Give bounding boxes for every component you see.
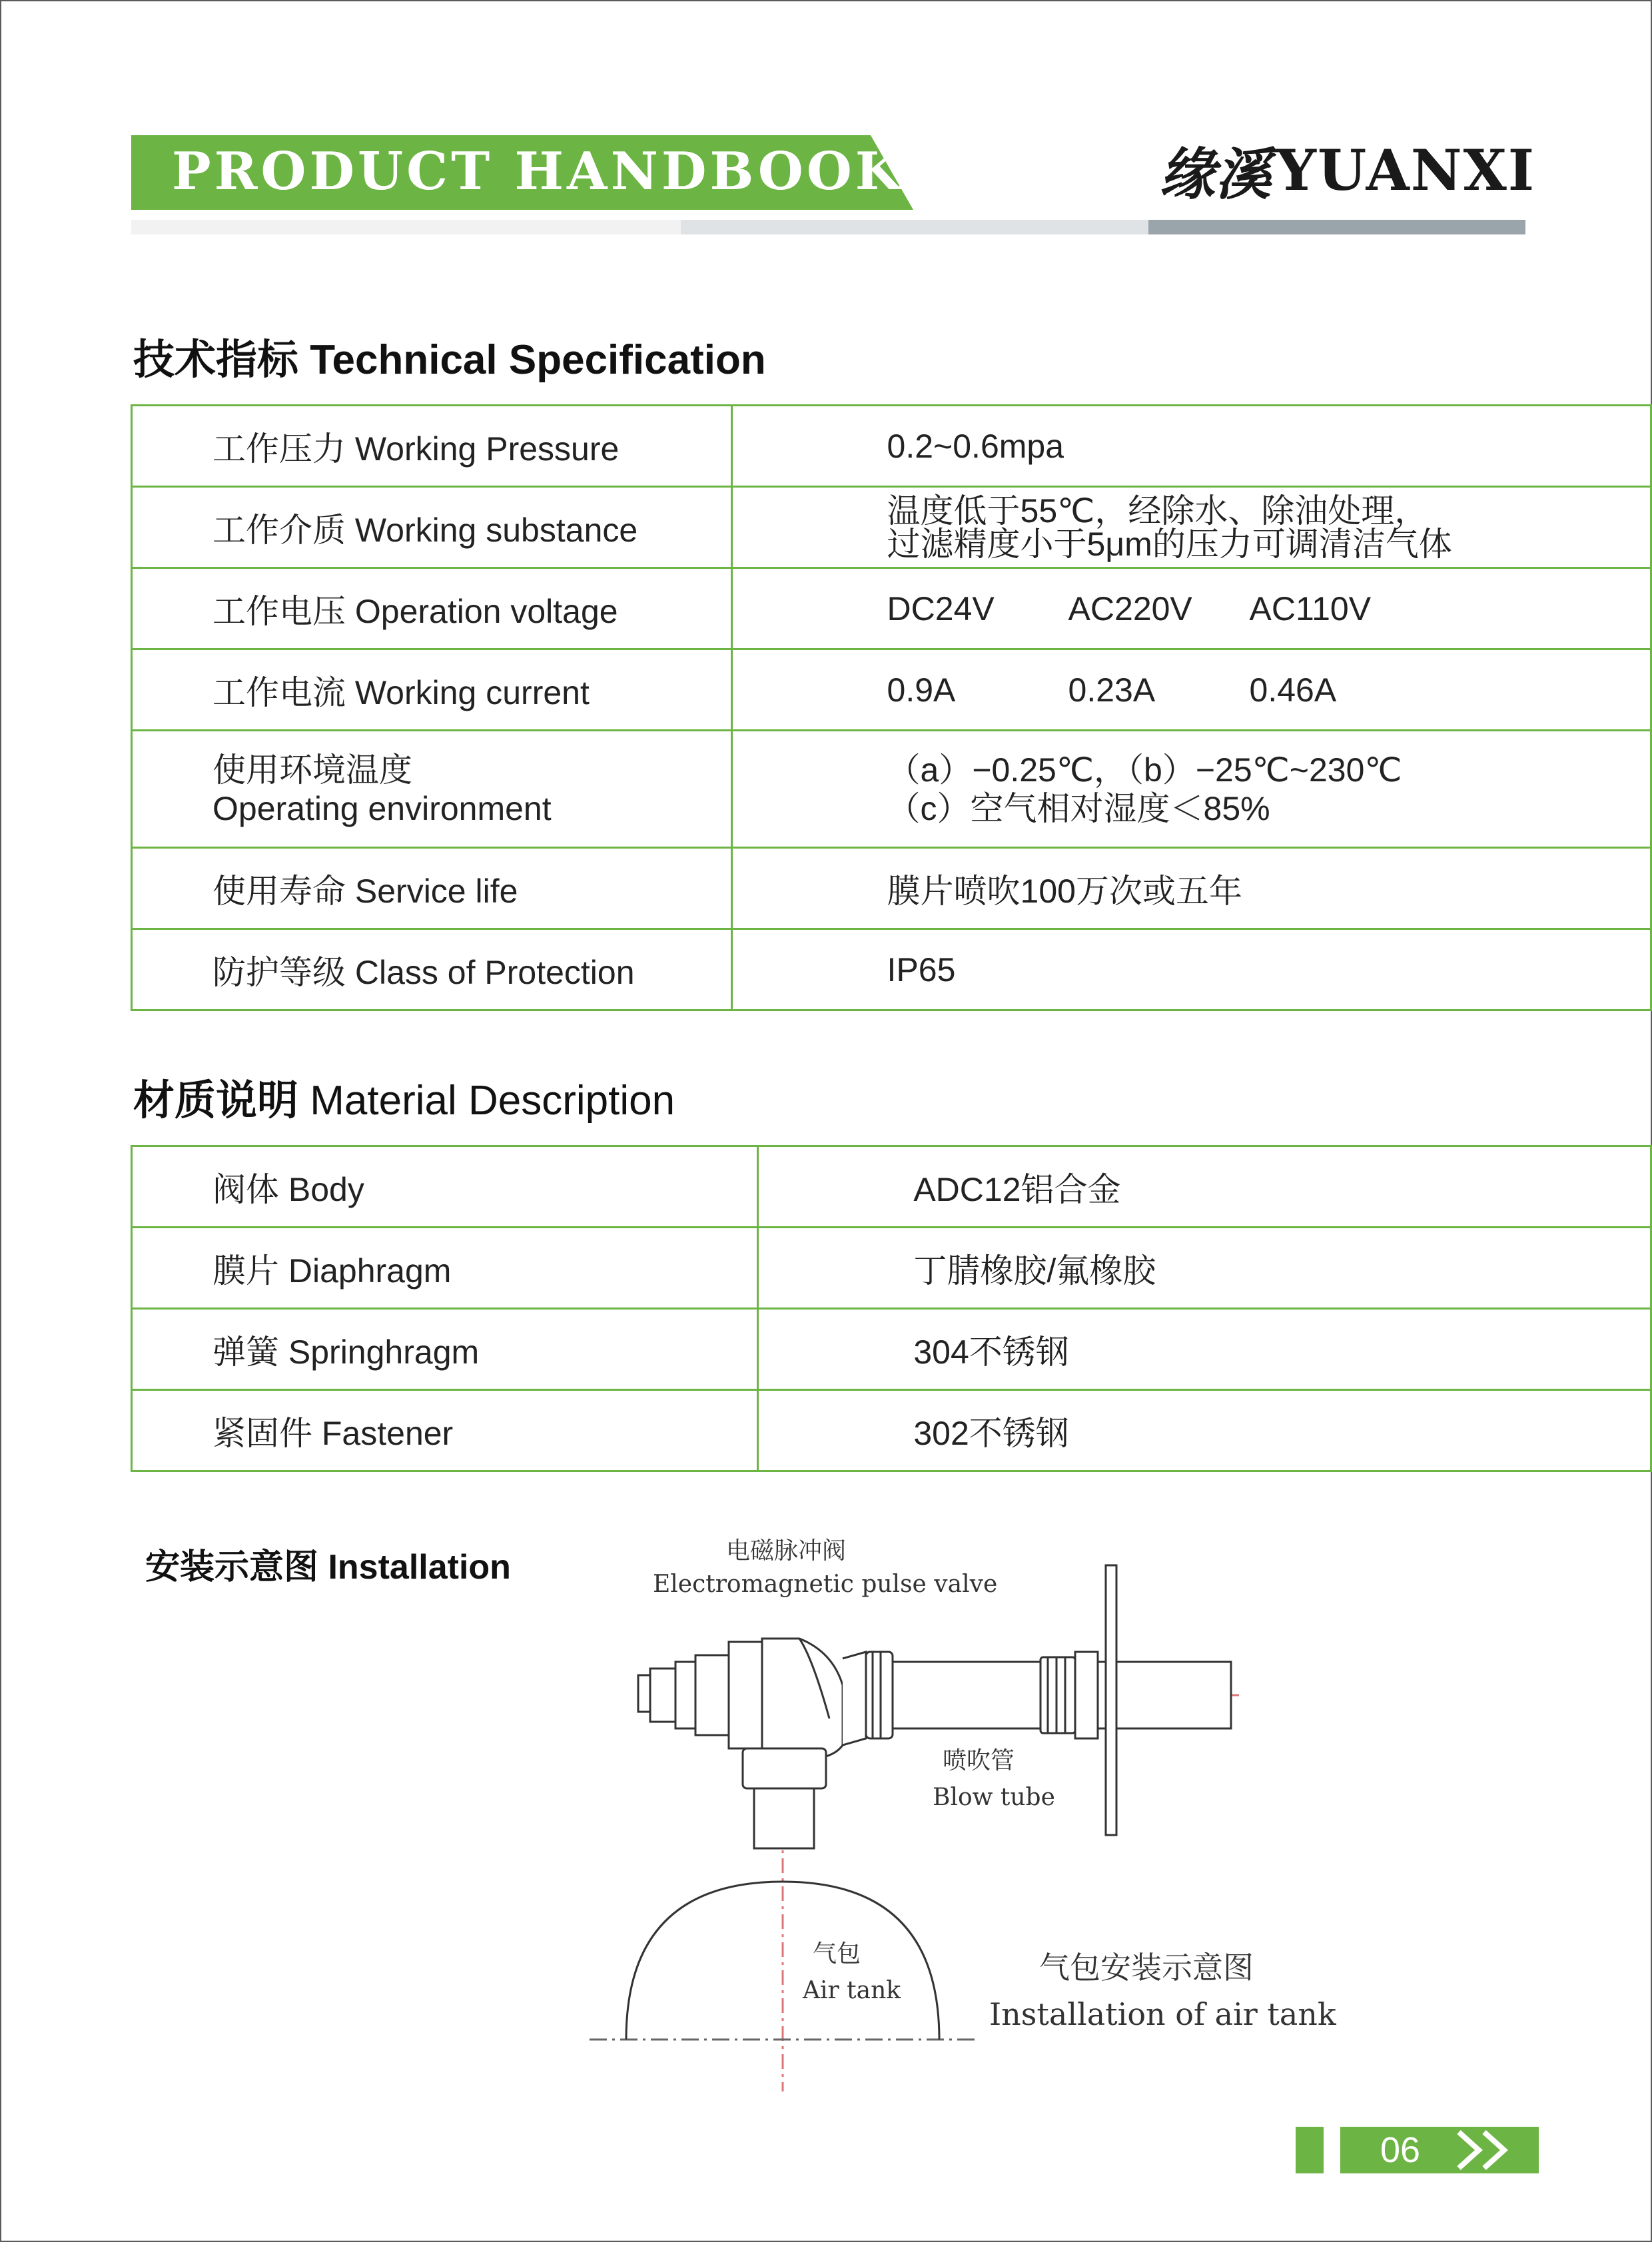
air-tank-dome xyxy=(626,1882,939,2040)
logo-chinese: 缘溪 xyxy=(1159,141,1272,207)
spec-label: 工作压力 Working Pressure xyxy=(132,406,732,487)
caption-cn: 气包安装示意图 xyxy=(1039,1950,1254,1986)
spec-value xyxy=(731,731,1651,848)
installation-diagram xyxy=(580,1525,1336,2098)
material-label: 阀体 Body xyxy=(132,1146,758,1228)
current-value: 0.23A xyxy=(1068,671,1156,709)
voltage-value: AC220V xyxy=(1068,589,1192,627)
material-label: 弹簧 Springhragm xyxy=(132,1309,758,1390)
table-row xyxy=(132,731,1651,848)
spec-value-line: （a）−0.25℃，（b）−25℃~230℃ xyxy=(887,751,1402,789)
spec-label: 工作电流 Working current xyxy=(132,649,732,731)
table-row xyxy=(132,406,1651,487)
page-number: 06 xyxy=(1380,2130,1421,2170)
voltage-value: DC24V xyxy=(887,589,995,627)
tank-nipple xyxy=(743,1748,826,1848)
header-rule-dark xyxy=(1148,220,1525,234)
material-value: 丁腈橡胶/氟橡胶 xyxy=(758,1228,1651,1309)
material-title-en: Material Description xyxy=(310,1078,675,1124)
material-value: 302不锈钢 xyxy=(758,1390,1651,1471)
tube-label-en: Blow tube xyxy=(933,1784,1055,1811)
logo-english: YUANXI xyxy=(1276,137,1536,203)
table-row xyxy=(132,929,1651,1010)
spec-label: 工作介质 Working substance xyxy=(132,487,732,568)
material-value: 304不锈钢 xyxy=(758,1309,1651,1390)
material-value: ADC12铝合金 xyxy=(758,1146,1651,1228)
valve-label-cn: 电磁脉冲阀 xyxy=(726,1537,847,1565)
material-table xyxy=(131,1145,1652,1472)
material-heading xyxy=(133,1067,675,1126)
table-row xyxy=(132,1390,1651,1471)
double-chevron-icon xyxy=(1439,2127,1539,2173)
header-rule-light xyxy=(131,220,681,234)
current-value: 0.46A xyxy=(1249,671,1337,709)
tube-label-cn: 喷吹管 xyxy=(943,1747,1015,1774)
page-number-marker xyxy=(1296,2127,1324,2173)
wall-plate xyxy=(1106,1565,1116,1835)
spec-label: 使用寿命 Service life xyxy=(132,848,732,929)
material-label: 紧固件 Fastener xyxy=(132,1390,758,1471)
spec-value: IP65 xyxy=(731,929,1651,1010)
spec-value-line: （c）空气相对湿度＜85% xyxy=(887,789,1270,827)
technical-title-cn: 技术指标 xyxy=(133,337,299,383)
spec-value: 膜片喷吹100万次或五年 xyxy=(731,848,1651,929)
table-row xyxy=(132,1309,1651,1390)
voltage-value: AC110V xyxy=(1249,589,1372,627)
tank-label-en: Air tank xyxy=(803,1977,901,2004)
technical-title-en: Technical Specification xyxy=(310,337,766,383)
spec-value-line: 过滤精度小于5μm的压力可调清洁气体 xyxy=(887,525,1452,563)
spec-label: 防护等级 Class of Protection xyxy=(132,929,732,1010)
spec-value xyxy=(731,487,1651,568)
spec-value xyxy=(731,649,1651,731)
connector-plug xyxy=(638,1655,729,1735)
blow-tube xyxy=(866,1652,1231,1738)
spec-label-line: Operating environment xyxy=(212,789,552,827)
table-row xyxy=(132,1146,1651,1228)
brand-logo xyxy=(1159,130,1535,210)
valve-body xyxy=(729,1639,866,1760)
technical-spec-heading xyxy=(133,326,766,386)
banner-title: PRODUCT HANDBOOK xyxy=(172,141,904,202)
table-row xyxy=(132,1228,1651,1309)
spec-value-line: 温度低于55℃，经除水、除油处理， xyxy=(887,492,1428,530)
table-row xyxy=(132,649,1651,731)
caption-en: Installation of air tank xyxy=(989,1996,1336,2032)
current-value: 0.9A xyxy=(887,671,956,709)
valve-label-en: Electromagnetic pulse valve xyxy=(653,1571,998,1598)
header-rule-mid xyxy=(681,220,1148,234)
spec-label xyxy=(132,731,732,848)
tank-label-cn: 气包 xyxy=(813,1940,861,1968)
material-title-cn: 材质说明 xyxy=(133,1078,299,1124)
material-label: 膜片 Diaphragm xyxy=(132,1228,758,1309)
spec-value: 0.2~0.6mpa xyxy=(731,406,1651,487)
table-row xyxy=(132,568,1651,649)
table-row xyxy=(132,487,1651,568)
spec-label: 工作电压 Operation voltage xyxy=(132,568,732,649)
table-row xyxy=(132,848,1651,929)
installation-heading: 安装示意图 Installation xyxy=(145,1548,511,1587)
spec-value xyxy=(731,568,1651,649)
spec-label-line: 使用环境温度 xyxy=(212,751,412,789)
technical-spec-table xyxy=(131,404,1652,1011)
